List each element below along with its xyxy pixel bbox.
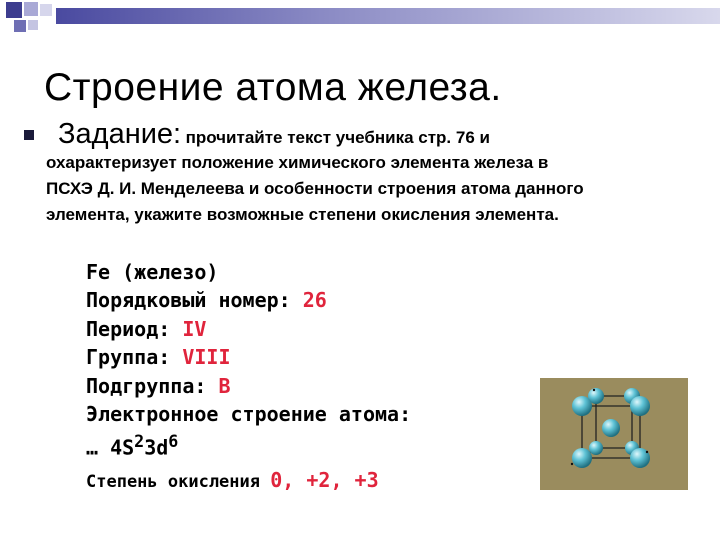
structure-label: Электронное строение атома: bbox=[86, 402, 412, 427]
element-info-list bbox=[86, 258, 411, 463]
element-name: Fe (железо) bbox=[86, 260, 219, 284]
group-value: VIII bbox=[182, 345, 231, 370]
task-text bbox=[46, 150, 706, 228]
oxidation-states bbox=[86, 468, 379, 492]
group-label: Группа: bbox=[86, 345, 171, 370]
atomic-number-value: 26 bbox=[302, 288, 327, 313]
oxidation-label: Степень окисления bbox=[86, 472, 260, 492]
corner-decoration bbox=[0, 0, 60, 40]
iron-atom bbox=[572, 388, 650, 468]
bcc-crystal-lattice-image bbox=[540, 378, 688, 490]
period-value: IV bbox=[182, 316, 207, 341]
config-d-exponent: 6 bbox=[168, 432, 179, 452]
subgroup-value: B bbox=[218, 373, 231, 398]
config-s-exponent: 2 bbox=[134, 432, 145, 452]
info-atomic-number bbox=[86, 286, 411, 314]
period-label: Период: bbox=[86, 316, 171, 341]
task-line: элемента, укажите возможные степени окисления элемента. bbox=[46, 205, 559, 224]
header-bar bbox=[56, 8, 720, 24]
task-heading bbox=[58, 118, 490, 151]
task-first-line: прочитайте текст учебника стр. 76 и bbox=[185, 128, 490, 147]
config-d: 3d bbox=[144, 436, 169, 461]
slide-title: Строение атома железа. bbox=[44, 66, 502, 109]
config-prefix: … 4S bbox=[86, 436, 135, 461]
oxidation-values: 0, +2, +3 bbox=[270, 468, 379, 492]
square-bullet-icon bbox=[24, 130, 34, 140]
subgroup-label: Подгруппа: bbox=[86, 373, 207, 398]
task-label: Задание: bbox=[58, 118, 182, 150]
atomic-number-label: Порядковый номер: bbox=[86, 288, 291, 313]
task-line: ПСХЭ Д. И. Менделеева и особенности строения атома данного bbox=[46, 179, 584, 198]
info-subgroup bbox=[86, 372, 411, 400]
info-group bbox=[86, 343, 411, 371]
electron-configuration bbox=[86, 428, 411, 462]
task-line: охарактеризует положение химического элемента железа в bbox=[46, 153, 549, 172]
info-period bbox=[86, 315, 411, 343]
